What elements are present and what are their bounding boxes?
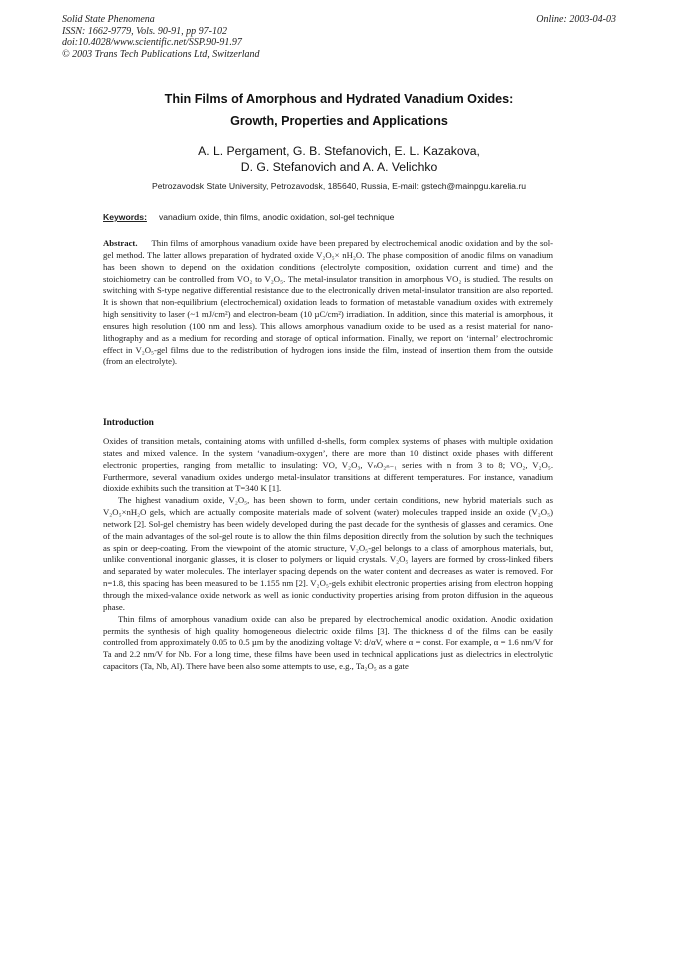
issn-line: ISSN: 1662-9779, Vols. 90-91, pp 97-102 [62, 25, 227, 37]
journal-name: Solid State Phenomena [62, 14, 155, 25]
abstract-label: Abstract. [103, 238, 138, 248]
keywords-label: Keywords: [103, 212, 147, 222]
online-date: Online: 2003-04-03 [536, 14, 616, 25]
intro-paragraph-3: Thin films of amorphous vanadium oxide can also be prepared by electrochemical anodic oxidation. Anodic oxidation permits the synthesis of high quality homogeneous dielectric oxide films [3]. The thickness d of the films can be easily controlled from approximately 0.05 to 0.5 µm by the anodizing voltage V: d/αV, where α = const. For example, α = 1.6 nm/V for Ta and 2.2 nm/V for Nb. For a long time, these films have been used in technical applications just as dielectrics in electrolytic capacitors (Ta, Nb, Al). There have been also some attempts to use, e.g., Ta₂O₅ as a gate [103, 613, 553, 672]
abstract-text: Thin films of amorphous vanadium oxide have been prepared by electrochemical anodic oxidation and by the sol-gel method. The latter allows preparation of hydrated oxide V₂O₅× nH₂O. The phase composition of anodic films on vanadium has been shown to depend on the oxidation conditions (electrolyte composition, oxidation current and time) and the stoichiometry can be controlled from VO₂ to V₂O₅. The metal-insulator transition in amorphous VO₂ is studied. The results on switching with S-type negative differential resistance due to the electronically driven metal-insulator transition are also reported. It is shown that non-equilibrium (electrochemical) oxidation leads to formation of metastable vanadium oxides with extremely high sensitivity to laser (~1 mJ/cm²) and electron-beam (10 µC/cm²) irradiation. In addition, since this material is amorphous, it ensures high resolution (100 nm and less). This allows amorphous vanadium oxide to be used as a resist material for nano-lithography and as a medium for recording and storage of optical information. Finally, we report on ‘internal’ electrochromic effect in V₂O₅-gel films due to the redistribution of hydrogen ions inside the film, instead of insertion them from the outside (from an electrolyte). [103, 238, 553, 367]
authors-line-2: D. G. Stefanovich and A. A. Velichko [240, 160, 438, 174]
title-line-1: Thin Films of Amorphous and Hydrated Vanadium Oxides: [164, 92, 514, 106]
keywords-line [103, 212, 394, 222]
intro-paragraph-2: The highest vanadium oxide, V₂O₅, has been shown to form, under certain conditions, new hybrid materials such as V₂O₅×nH₂O gels, which are actually composite materials made of solvent (water) molecules trapped inside an oxide (V₂O₅) network [2]. Sol-gel chemistry has been widely developed during the past decade for the synthesis of glasses and ceramics. One of the main advantages of the sol-gel route is to allow the thin films deposition directly from the solution by such the techniques as spin or deep-coating. From the viewpoint of the atomic structure, V₂O₅-gel belongs to a class of amorphous materials, but, unlike conventional inorganic glasses, it is closer to polymers or liquid crystals. V₂O₅ layers are formed by cross-linked fibers and separated by water molecules. The interlayer spacing depends on the water content and decreases as water is removed. For n=1.8, this spacing has been measured to be 1.155 nm [2]. V₂O₅-gels exhibit electronic properties arising from electron hopping through the mixed-valance oxide network as well as ionic conductivity properties arising from proton diffusion in the aqueous phase. [103, 495, 553, 612]
journal-header [62, 14, 260, 60]
abstract [103, 238, 553, 368]
keywords-text: vanadium oxide, thin films, anodic oxidation, sol-gel technique [158, 212, 395, 222]
affiliation: Petrozavodsk State University, Petrozavodsk, 185640, Russia, E-mail: gstech@mainpgu.karelia.ru [152, 181, 526, 191]
paper-title [62, 88, 616, 132]
intro-paragraph-1: Oxides of transition metals, containing atoms with unfilled d-shells, form complex systems of phases with multiple oxidation states and mixed valence. In the system ‘vanadium-oxygen’, there are more than 10 distinct oxide phases with different electronic properties, ranging from metallic to insulating: VO, V₂O₃, VₙO₂ₙ₋₁ series with n from 3 to 8; VO₂, V₂O₅. Furthermore, several vanadium oxides undergo metal-insulator transitions at different temperatures. For instance, vanadium dioxide exhibits such the transition at T=340 K [1]. [103, 436, 553, 494]
doi-line[interactable]: doi:10.4028/www.scientific.net/SSP.90-91.97 [62, 37, 242, 49]
authors [62, 143, 616, 175]
title-line-2: Growth, Properties and Applications [230, 114, 448, 128]
introduction-heading: Introduction [103, 418, 154, 428]
introduction-body [103, 436, 553, 673]
authors-line-1: A. L. Pergament, G. B. Stefanovich, E. L. Kazakova, [198, 144, 480, 158]
copyright-line: © 2003 Trans Tech Publications Ltd, Switzerland [62, 48, 260, 60]
